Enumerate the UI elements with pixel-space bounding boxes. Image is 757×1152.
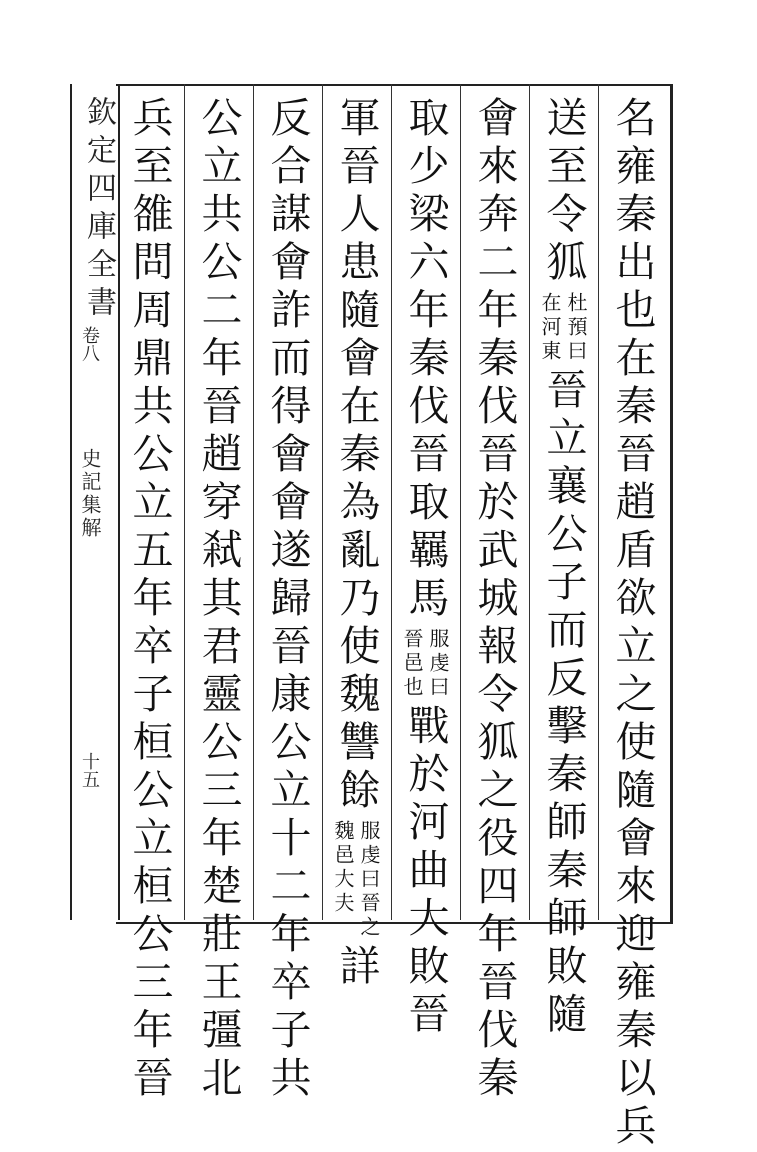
text-column-2	[535, 96, 591, 1040]
column-divider	[253, 84, 254, 920]
commentary-note-right: 服虔曰	[426, 628, 450, 700]
main-text: 兵至雒問周鼎共公立五年卒子桓公立桓公三年晉	[125, 96, 174, 1104]
column-divider	[391, 84, 392, 920]
main-text: 戰於河曲大敗晉	[401, 704, 450, 1040]
commentary-note-left: 在河東	[538, 292, 562, 364]
commentary-note	[401, 628, 449, 700]
margin-page-number: 十五	[79, 752, 100, 788]
main-text: 軍晉人患隨會在秦為亂乃使魏讐餘	[332, 96, 381, 816]
main-text: 公立共公二年晉趙穿弒其君靈公三年楚莊王彊北	[194, 96, 243, 1104]
commentary-note-left: 魏邑大夫	[331, 820, 355, 916]
commentary-note-right: 杜預曰	[564, 292, 588, 364]
commentary-note	[332, 820, 380, 940]
main-text: 詳	[332, 944, 381, 992]
commentary-note-left: 晉邑也	[400, 628, 424, 700]
text-column-5	[328, 96, 384, 992]
main-text: 取少梁六年秦伐晉取羈馬	[401, 96, 450, 624]
margin-collection-title: 欽定四庫全書	[81, 96, 116, 324]
margin-book-title: 史記集解	[78, 448, 102, 540]
column-divider	[322, 84, 323, 920]
text-column-8	[121, 96, 177, 1104]
text-column-4	[397, 96, 453, 1040]
column-divider	[460, 84, 461, 920]
margin-scroll-number: 卷八	[79, 326, 100, 362]
column-divider	[529, 84, 530, 920]
column-divider	[184, 84, 185, 920]
main-text: 晉立襄公子而反擊秦師秦師敗隨	[539, 368, 588, 1040]
text-column-1	[604, 96, 660, 1152]
main-text: 名雍秦出也在秦晉趙盾欲立之使隨會來迎雍秦以兵	[608, 96, 657, 1152]
column-divider	[598, 84, 599, 920]
main-text: 會來奔二年秦伐晉於武城報令狐之役四年晉伐秦	[470, 96, 519, 1104]
text-column-3	[466, 96, 522, 1104]
text-column-6	[259, 96, 315, 1104]
commentary-note	[539, 292, 587, 364]
commentary-note-right: 服虔曰晉之	[357, 820, 381, 940]
text-column-7	[190, 96, 246, 1104]
main-text: 送至令狐	[539, 96, 588, 288]
main-text: 反合謀會詐而得會會遂歸晉康公立十二年卒子共	[263, 96, 312, 1104]
